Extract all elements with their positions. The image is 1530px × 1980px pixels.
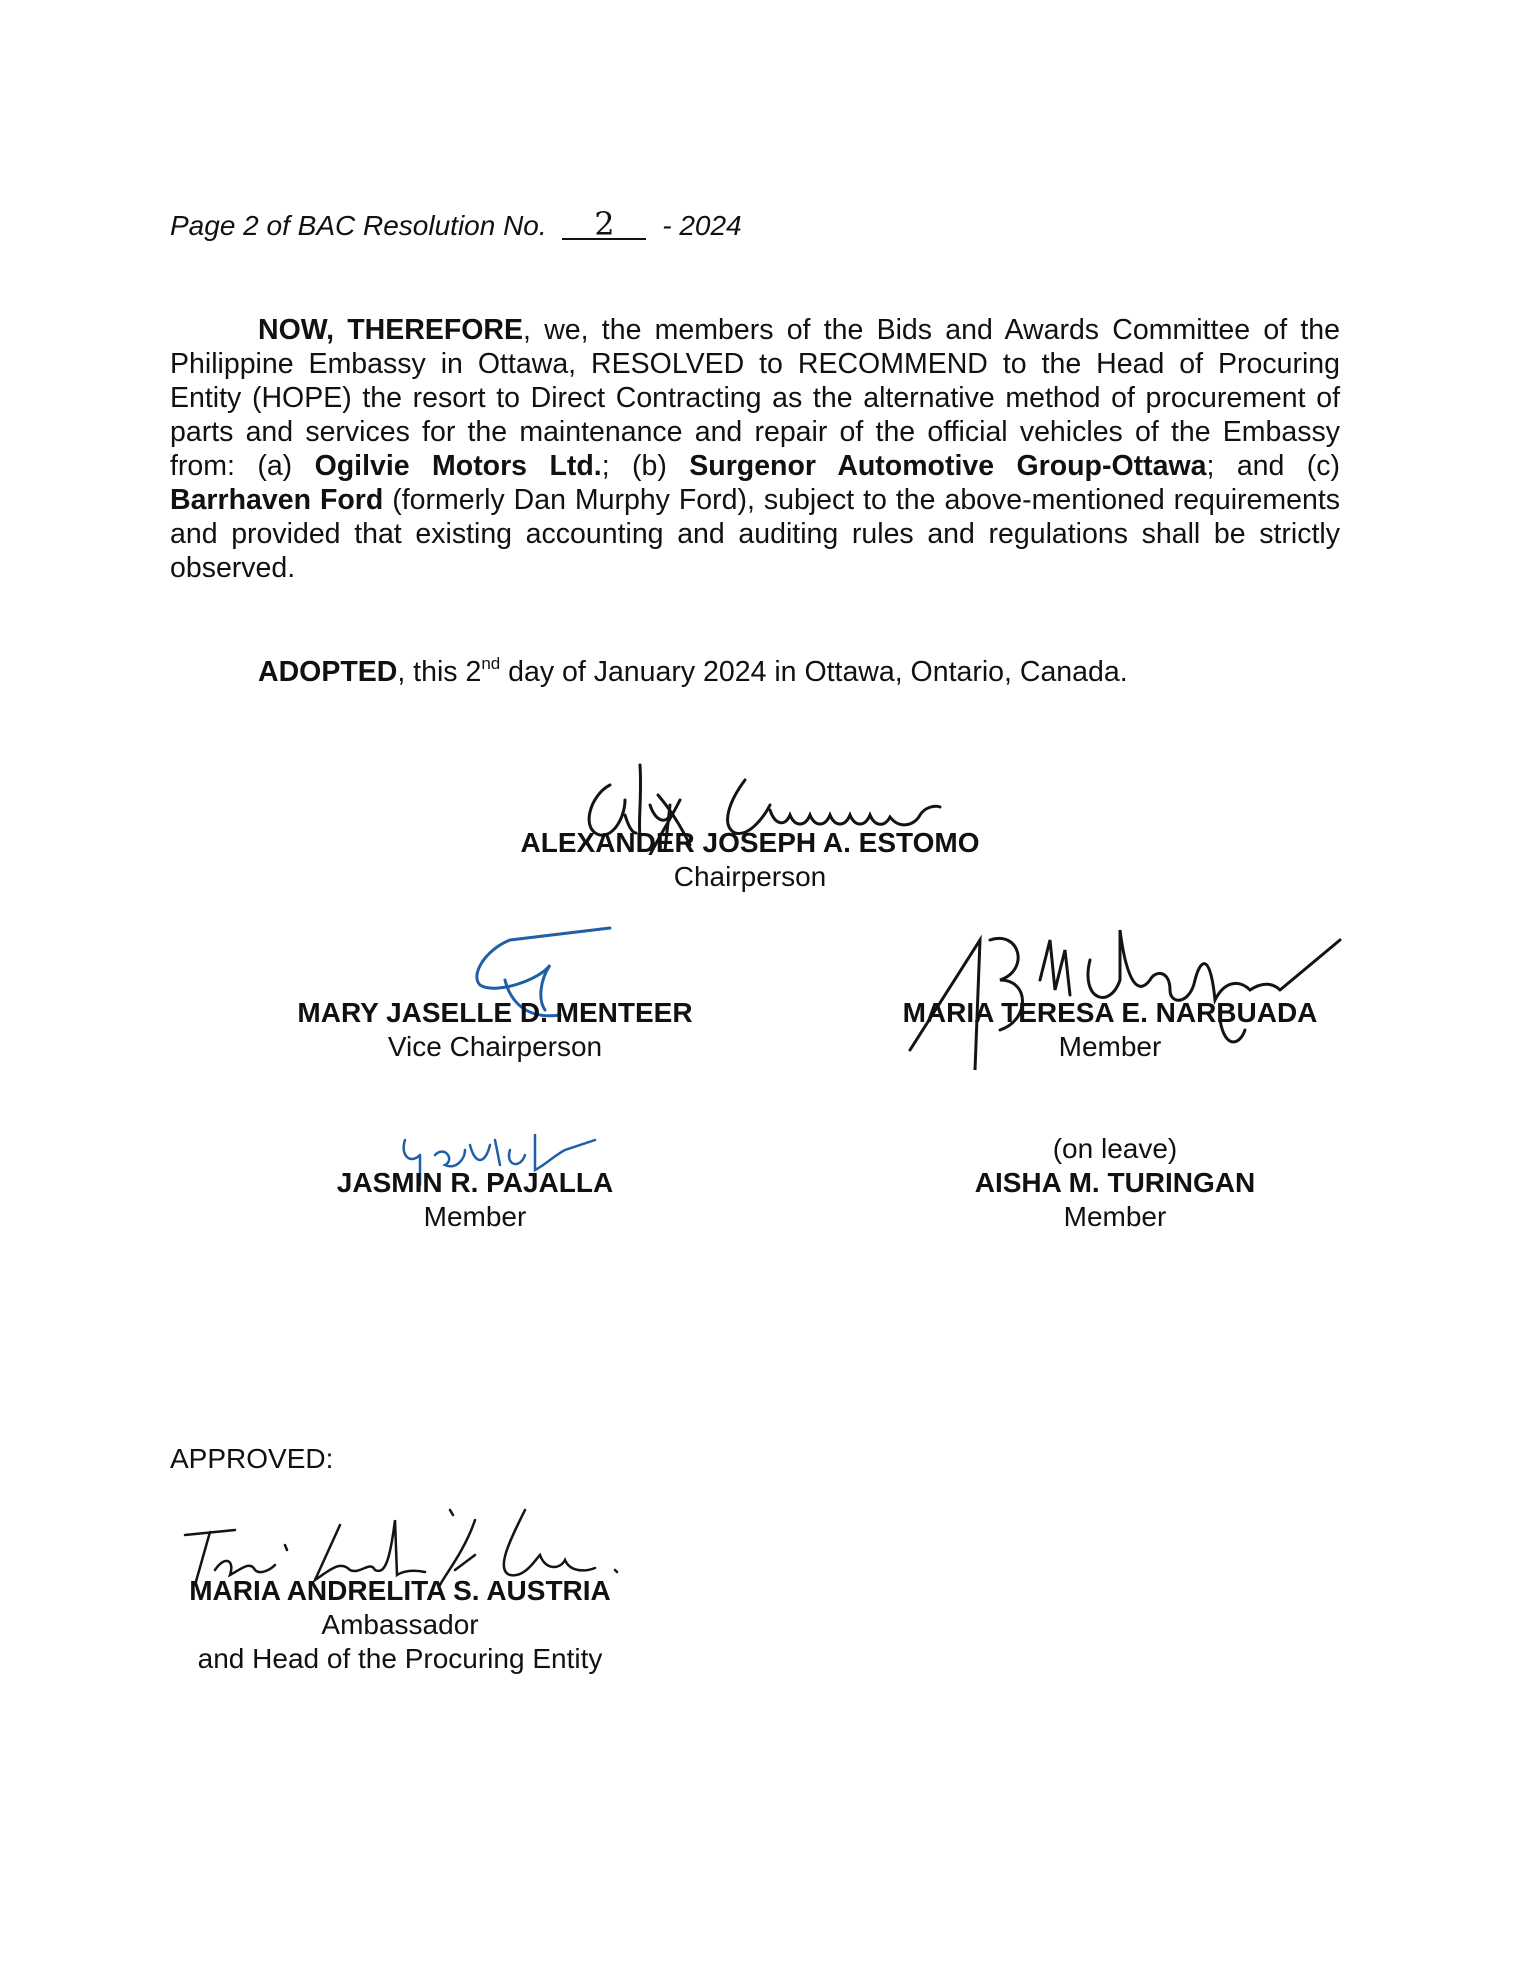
resolution-number: 2 — [562, 210, 646, 240]
now-therefore-label: NOW, THEREFORE — [258, 314, 524, 346]
header-suffix: - 2024 — [662, 210, 742, 241]
resolution-text-2: ; (b) — [601, 450, 690, 482]
member2-block — [320, 1166, 630, 1234]
member1-name: MARIA TERESA E. NARBUADA — [902, 997, 1318, 1028]
ambassador-block — [160, 1574, 640, 1676]
vice-name: MARY JASELLE D. MENTEER — [297, 997, 693, 1028]
member2-role: Member — [423, 1201, 527, 1232]
member3-name: AISHA M. TURINGAN — [974, 1167, 1256, 1198]
header-prefix: Page 2 of BAC Resolution No. — [170, 210, 547, 241]
resolution-paragraph — [170, 313, 1340, 585]
member2-name: JASMIN R. PAJALLA — [336, 1167, 614, 1198]
vice-role: Vice Chairperson — [387, 1031, 603, 1062]
member3-role: Member — [1063, 1201, 1167, 1232]
supplier-ogilvie: Ogilvie Motors Ltd. — [314, 450, 602, 482]
member1-role: Member — [1058, 1031, 1162, 1062]
adopted-text-1: , this 2 — [397, 656, 482, 688]
adopted-line — [258, 654, 1128, 689]
member1-block — [870, 996, 1350, 1064]
ambassador-name: MARIA ANDRELITA S. AUSTRIA — [189, 1575, 611, 1606]
chair-block — [450, 826, 1050, 894]
approved-label: APPROVED: — [170, 1443, 334, 1474]
adopted-label: ADOPTED — [258, 656, 398, 688]
resolution-text-3: ; and (c) — [1206, 450, 1341, 482]
supplier-surgenor: Surgenor Automotive Group-Ottawa — [689, 450, 1207, 482]
chair-role: Chairperson — [673, 861, 827, 892]
chair-name: ALEXANDER JOSEPH A. ESTOMO — [520, 827, 980, 858]
supplier-barrhaven: Barrhaven Ford — [170, 484, 384, 516]
member3-note: (on leave) — [1052, 1133, 1178, 1164]
ambassador-role-2: and Head of the Procuring Entity — [197, 1643, 603, 1674]
resolution-text-1: , we, the members of the Bids and Awards Committee of the Philippine Embassy in Ottawa, RESOLVED to RECOMMEND to the Head of Procuring Entity (HOPE) the resort to Direct Contracting as the alternative method of procurement of parts and services for the maintenance and repair of the official vehicles of the Embassy from: (a) — [170, 314, 1340, 482]
adopted-ordinal: nd — [481, 654, 501, 673]
ambassador-role: Ambassador — [321, 1609, 479, 1640]
resolution-text-4: (formerly Dan Murphy Ford), subject to the above-mentioned requirements and provided that existing accounting and auditing rules and regulations shall be strictly observed. — [170, 484, 1340, 584]
member3-block — [930, 1132, 1300, 1234]
resolution-header — [170, 205, 742, 243]
vice-block — [250, 996, 740, 1064]
adopted-text-2: day of January 2024 in Ottawa, Ontario, Canada. — [500, 656, 1128, 688]
